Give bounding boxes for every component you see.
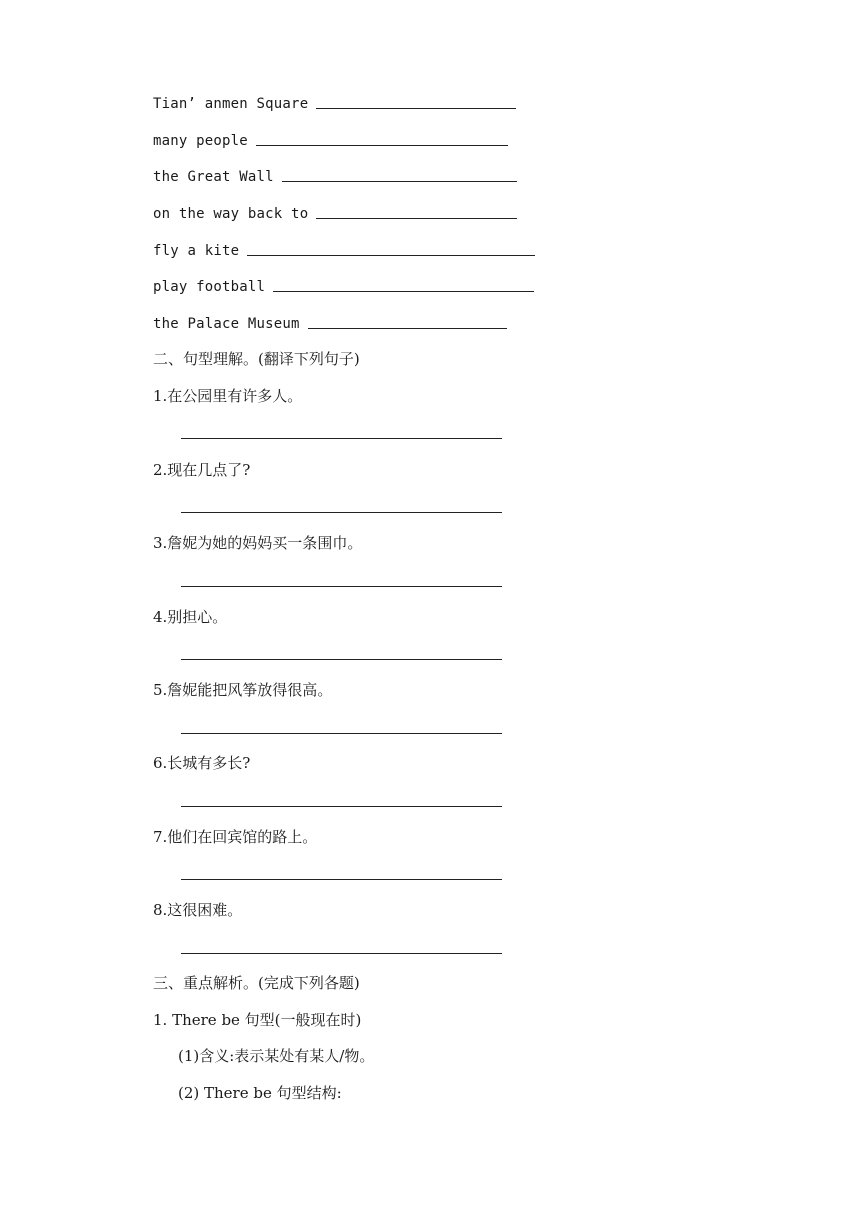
section-heading: 二、句型理解。(翻译下列句子) bbox=[153, 350, 360, 368]
vocab-term: the Palace Museum bbox=[153, 316, 300, 332]
section-heading: 三、重点解析。(完成下列各题) bbox=[153, 974, 360, 992]
answer-line[interactable] bbox=[181, 659, 502, 660]
translation-item: 1.在公园里有许多人。 bbox=[153, 387, 303, 405]
vocab-term: fly a kite bbox=[153, 243, 240, 259]
answer-blank[interactable] bbox=[256, 144, 508, 146]
grammar-subitem: (1)含义:表示某处有某人/物。 bbox=[178, 1047, 375, 1065]
vocab-row bbox=[153, 202, 517, 222]
vocab-term: on the way back to bbox=[153, 206, 309, 222]
vocab-row bbox=[153, 239, 535, 259]
answer-blank[interactable] bbox=[273, 290, 534, 292]
vocab-row bbox=[153, 129, 508, 149]
answer-blank[interactable] bbox=[282, 180, 517, 182]
answer-blank[interactable] bbox=[316, 217, 517, 219]
translation-item: 5.詹妮能把风筝放得很高。 bbox=[153, 681, 333, 699]
answer-line[interactable] bbox=[181, 512, 502, 513]
answer-blank[interactable] bbox=[308, 327, 507, 329]
translation-item: 4.别担心。 bbox=[153, 608, 228, 626]
translation-item: 7.他们在回宾馆的路上。 bbox=[153, 828, 318, 846]
grammar-item: 1. There be 句型(一般现在时) bbox=[153, 1011, 362, 1029]
vocab-term: many people bbox=[153, 133, 248, 149]
vocab-term: Tian’ anmen Square bbox=[153, 96, 309, 112]
answer-line[interactable] bbox=[181, 438, 502, 439]
answer-line[interactable] bbox=[181, 806, 502, 807]
vocab-row bbox=[153, 312, 507, 332]
vocab-term: play football bbox=[153, 279, 266, 295]
translation-item: 6.长城有多长? bbox=[153, 754, 251, 772]
answer-line[interactable] bbox=[181, 733, 502, 734]
vocab-row bbox=[153, 92, 516, 112]
answer-blank[interactable] bbox=[247, 254, 535, 256]
vocab-row bbox=[153, 165, 517, 185]
answer-line[interactable] bbox=[181, 953, 502, 954]
vocab-term: the Great Wall bbox=[153, 169, 274, 185]
answer-line[interactable] bbox=[181, 879, 502, 880]
vocab-row bbox=[153, 275, 534, 295]
translation-item: 8.这很困难。 bbox=[153, 901, 243, 919]
grammar-subitem: (2) There be 句型结构: bbox=[178, 1084, 342, 1102]
translation-item: 3.詹妮为她的妈妈买一条围巾。 bbox=[153, 534, 363, 552]
translation-item: 2.现在几点了? bbox=[153, 461, 251, 479]
answer-line[interactable] bbox=[181, 586, 502, 587]
answer-blank[interactable] bbox=[316, 107, 516, 109]
